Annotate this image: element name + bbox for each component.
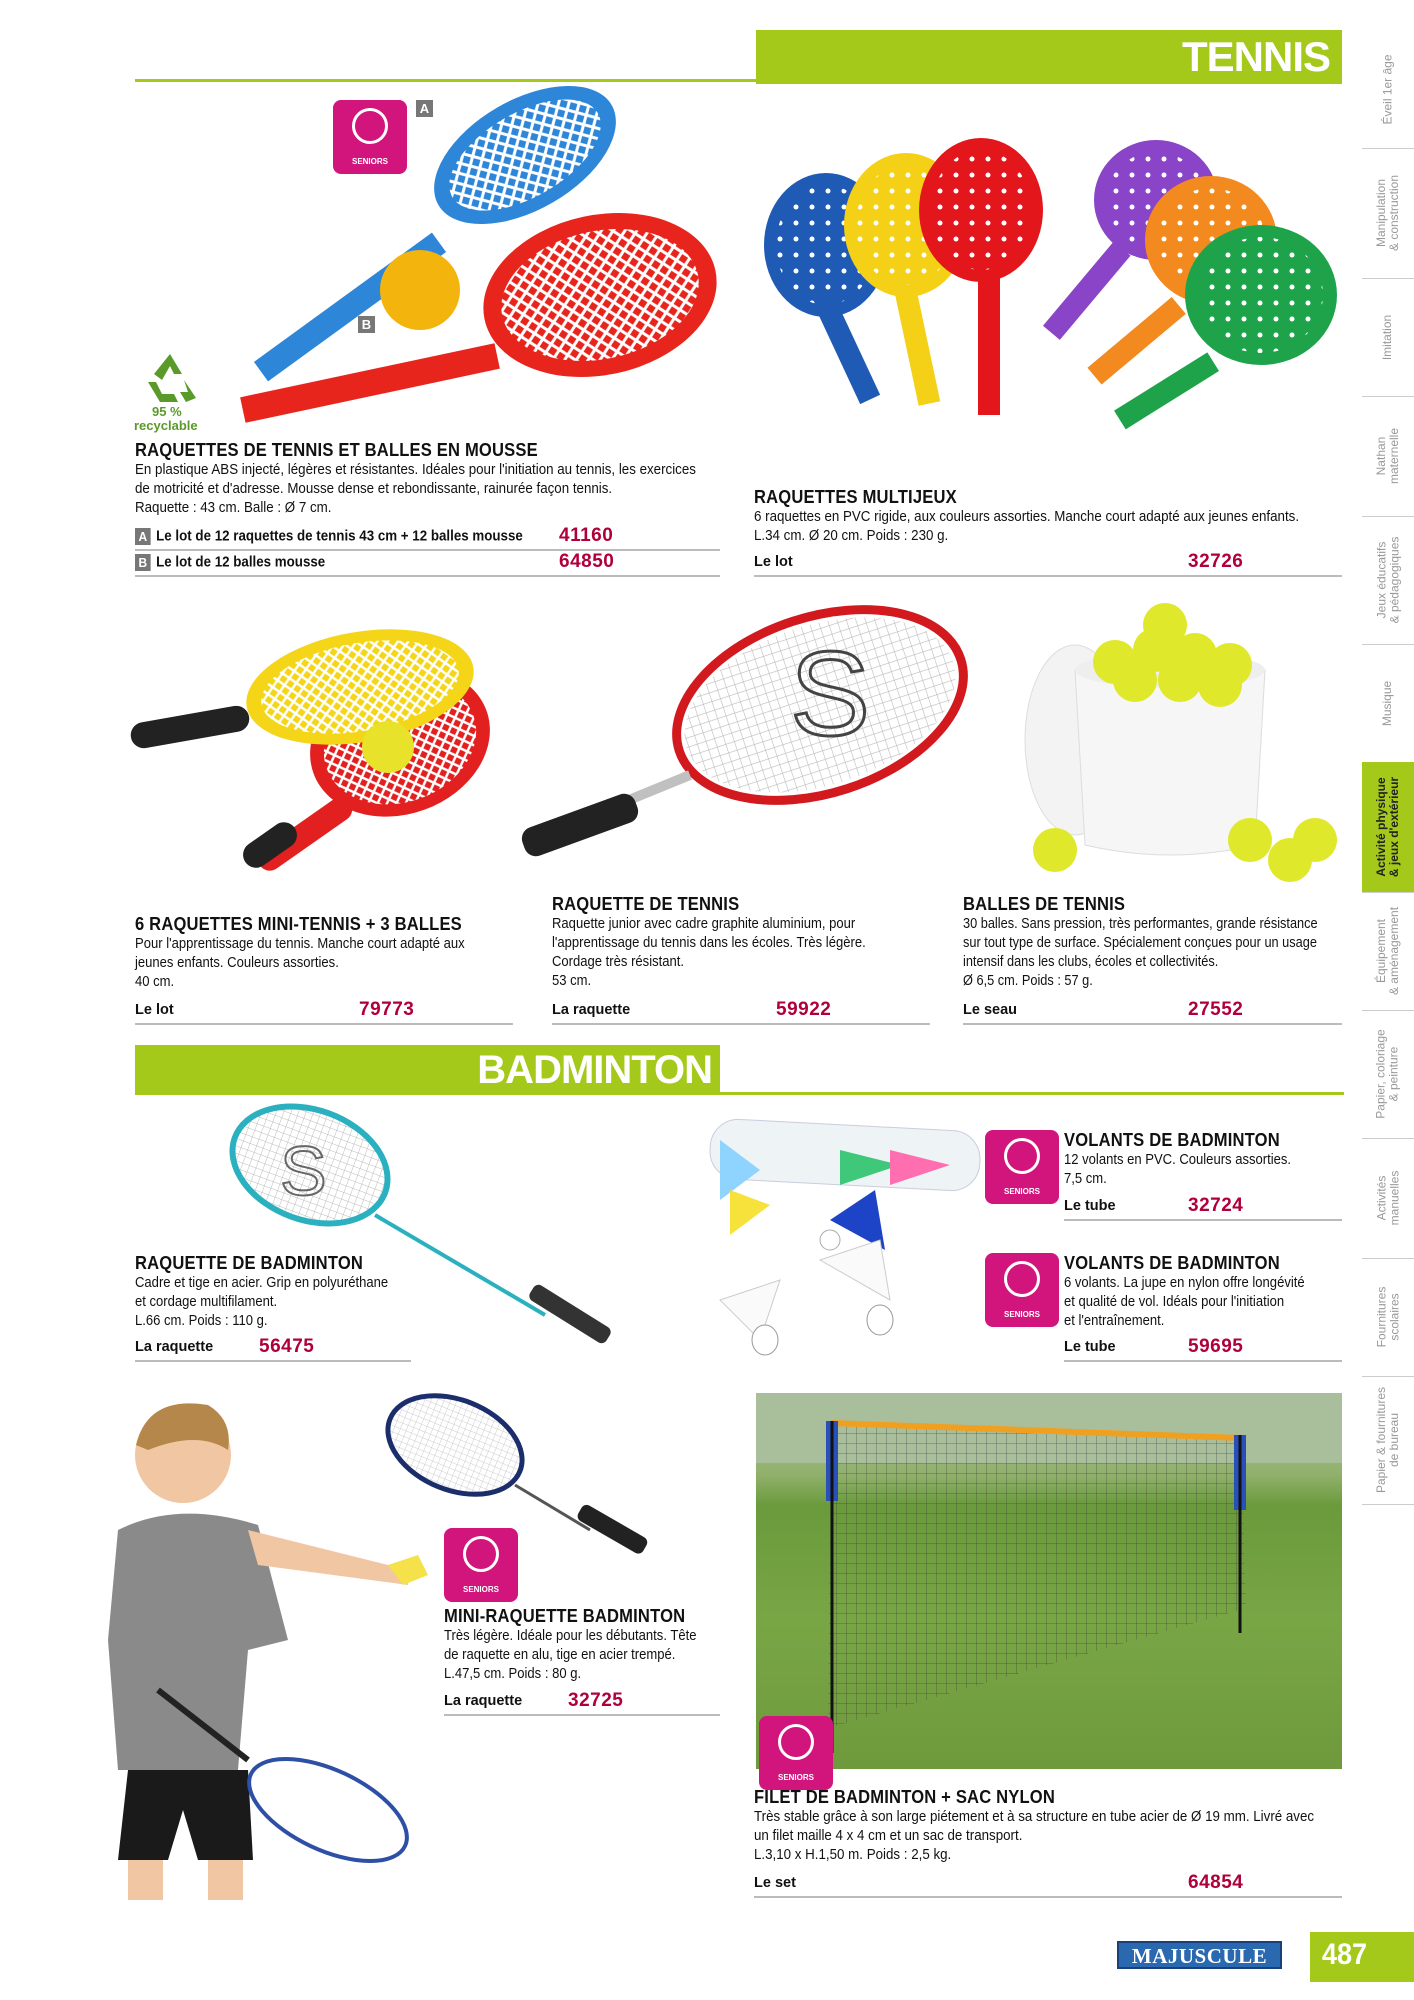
recycle-percent: 95 %	[152, 404, 182, 419]
boy-playing-image	[88, 1390, 428, 1900]
sidebar-tab[interactable]	[1362, 148, 1414, 279]
desc-line: 30 balles. Sans pression, très performantes, grande résistance	[963, 916, 1318, 932]
desc-line: Pour l'apprentissage du tennis. Manche court adapté aux	[135, 936, 465, 952]
product-title-raquettes-mousse: RAQUETTES DE TENNIS ET BALLES EN MOUSSE	[135, 440, 538, 460]
product-ref: 59922	[776, 999, 832, 1020]
sidebar-tab[interactable]	[1362, 644, 1414, 763]
price-row-b	[135, 551, 720, 577]
product-ref: 32725	[568, 1690, 624, 1711]
seniors-badge: SENIORS	[333, 100, 407, 174]
desc-line: de motricité et d'adresse. Mousse dense et rebondissante, rainurée façon tennis.	[135, 481, 613, 497]
sidebar-tab-label: Manipulation & construction	[1374, 174, 1402, 252]
tennis-title: TENNIS	[1181, 33, 1330, 80]
product-title-mini-tennis: 6 RAQUETTES MINI-TENNIS + 3 BALLES	[135, 914, 462, 934]
mark-b-image: B	[358, 316, 375, 333]
price-row-label: La raquette	[444, 1693, 523, 1709]
sidebar-tab-label: Jeux éducatifs & pédagogiques	[1374, 536, 1401, 624]
product-desc-mini-raquette	[444, 1627, 714, 1684]
sidebar-tab-label: Nathan maternelle	[1374, 427, 1401, 485]
badminton-title: BADMINTON	[477, 1048, 712, 1092]
price-row-label: Le seau	[963, 1002, 1017, 1018]
desc-line: En plastique ABS injecté, légères et résistantes. Idéales pour l'initiation au tennis, les exercices	[135, 462, 696, 478]
desc-line: et cordage multifilament.	[135, 1294, 278, 1310]
seniors-face-icon	[1004, 1261, 1040, 1297]
product-ref: 79773	[359, 999, 415, 1020]
sidebar-tab-label: Activité physique & jeux d'extérieur	[1374, 776, 1402, 878]
price-row-volants-pvc	[1064, 1195, 1342, 1221]
product-title-volants-nylon: VOLANTS DE BADMINTON	[1064, 1253, 1280, 1273]
product-desc-balles-tennis	[963, 915, 1341, 991]
product-desc-volants-nylon	[1064, 1274, 1343, 1331]
product-ref: 32724	[1188, 1195, 1244, 1216]
product-title-balles-tennis: BALLES DE TENNIS	[963, 894, 1126, 914]
product-desc-raquette-badminton	[135, 1274, 423, 1331]
seniors-face-icon	[463, 1536, 499, 1572]
desc-line: jeunes enfants. Couleurs assorties.	[135, 955, 339, 971]
price-row-mini-tennis	[135, 999, 513, 1025]
product-title-filet: FILET DE BADMINTON + SAC NYLON	[754, 1787, 1056, 1807]
badminton-net-photo	[756, 1393, 1342, 1782]
price-row-raquette-badminton	[135, 1336, 411, 1362]
sidebar-tab-label: Musique	[1380, 680, 1395, 726]
desc-line: Raquette : 43 cm. Balle : Ø 7 cm.	[135, 500, 332, 516]
badminton-rule	[720, 1092, 1344, 1095]
svg-text:S: S	[790, 627, 871, 761]
desc-line: L.66 cm. Poids : 110 g.	[135, 1313, 268, 1329]
price-row-label: Le lot	[754, 554, 793, 570]
desc-line: un filet maille 4 x 4 cm et un sac de transport.	[754, 1828, 1023, 1844]
price-row-label: Le tube	[1064, 1198, 1116, 1214]
product-title-raquette-badminton: RAQUETTE DE BADMINTON	[135, 1253, 364, 1273]
product-title-multijeux: RAQUETTES MULTIJEUX	[754, 487, 957, 507]
sidebar-tab[interactable]	[1362, 892, 1414, 1011]
price-row-label: La raquette	[135, 1339, 214, 1355]
desc-line: Cadre et tige en acier. Grip en polyuréthane	[135, 1275, 389, 1291]
desc-line: Raquette junior avec cadre graphite aluminium, pour	[552, 916, 856, 932]
sidebar-tab[interactable]	[1362, 396, 1414, 517]
sidebar-tab-label: Papier, coloriage & peinture	[1374, 1029, 1402, 1119]
seniors-face-icon	[1004, 1138, 1040, 1174]
price-row-label: La raquette	[552, 1002, 631, 1018]
product-title-mini-raquette: MINI-RAQUETTE BADMINTON	[444, 1606, 686, 1626]
product-ref: 64854	[1188, 1872, 1244, 1893]
tennis-banner	[756, 30, 1342, 84]
price-row-multijeux	[754, 551, 1342, 577]
sidebar-tab[interactable]	[1362, 1010, 1414, 1139]
brand-name: MAJUSCULE	[1131, 1944, 1268, 1968]
seniors-badge: SENIORS	[985, 1253, 1059, 1327]
mark-a: A	[135, 528, 151, 545]
desc-line: 7,5 cm.	[1064, 1171, 1107, 1187]
product-desc-volants-pvc	[1064, 1151, 1334, 1189]
seniors-badge: SENIORS	[444, 1528, 518, 1602]
page-number-box	[1310, 1932, 1414, 1982]
sidebar-tab-label: Imitation	[1380, 314, 1395, 360]
sidebar-tab[interactable]	[1362, 762, 1414, 893]
product-ref: 32726	[1188, 551, 1244, 572]
desc-line: l'apprentissage du tennis dans les écoles. Très légère.	[552, 935, 866, 951]
product-desc-raquettes-mousse	[135, 461, 705, 518]
price-row-label: Le set	[754, 1875, 796, 1891]
product-ref: 27552	[1188, 999, 1244, 1020]
product-desc-mini-tennis	[135, 935, 513, 992]
product-ref: 59695	[1188, 1336, 1244, 1357]
sidebar-tab[interactable]	[1362, 30, 1414, 149]
desc-line: Ø 6,5 cm. Poids : 57 g.	[963, 973, 1093, 989]
desc-line: et l'entraînement.	[1064, 1313, 1165, 1329]
desc-line: L.3,10 x H.1,50 m. Poids : 2,5 kg.	[754, 1847, 952, 1863]
product-ref: 41160	[559, 525, 614, 546]
price-row-label: Le lot de 12 raquettes de tennis 43 cm + 12 balles mousse	[156, 528, 523, 545]
page-number: 487	[1322, 1938, 1368, 1971]
desc-line: de raquette en alu, tige en acier trempé.	[444, 1647, 676, 1663]
desc-line: 53 cm.	[552, 973, 592, 989]
product-title-raquette-tennis: RAQUETTE DE TENNIS	[552, 894, 740, 914]
price-row-a	[135, 525, 720, 551]
tennis-racket-image	[520, 605, 980, 860]
desc-line: Très stable grâce à son large piétement et à sa structure en tube acier de Ø 19 mm. Livré avec	[754, 1809, 1315, 1825]
foam-rackets-image	[220, 95, 740, 415]
sidebar-tab[interactable]	[1362, 1376, 1414, 1505]
tennis-balls-image	[1015, 600, 1345, 885]
sidebar-tab-label: Activités manuelles	[1374, 1170, 1402, 1226]
seniors-badge: SENIORS	[985, 1130, 1059, 1204]
desc-line: Très légère. Idéale pour les débutants. Tête	[444, 1628, 697, 1644]
price-row-label: Le tube	[1064, 1339, 1116, 1355]
svg-text:S: S	[280, 1132, 327, 1210]
price-row-balles-tennis	[963, 999, 1342, 1025]
product-desc-raquette-tennis	[552, 915, 930, 991]
price-row-label: Le lot de 12 balles mousse	[156, 554, 326, 571]
product-title-volants-pvc: VOLANTS DE BADMINTON	[1064, 1130, 1280, 1150]
desc-line: intensif dans les clubs, écoles et collectivités.	[963, 954, 1219, 970]
paddles-image	[756, 135, 1346, 415]
mark-a-image: A	[416, 100, 433, 117]
desc-line: Cordage très résistant.	[552, 954, 685, 970]
brand-logo	[1117, 1941, 1282, 1969]
recycle-icon	[140, 352, 200, 404]
price-row-mini-raquette	[444, 1690, 720, 1716]
tennis-rule	[135, 79, 757, 82]
desc-line: 6 raquettes en PVC rigide, aux couleurs assorties. Manche court adapté aux jeunes enfants.	[754, 509, 1300, 525]
net-image	[756, 1393, 1342, 1769]
sidebar-tab-label: Papier & fournitures de bureau	[1374, 1386, 1401, 1494]
price-row-raquette-tennis	[552, 999, 930, 1025]
badminton-banner	[135, 1045, 720, 1095]
product-ref: 64850	[559, 551, 615, 572]
product-ref: 56475	[259, 1336, 315, 1357]
sidebar-tab[interactable]	[1362, 516, 1414, 645]
seniors-badge: SENIORS	[759, 1716, 833, 1790]
sidebar-tab[interactable]	[1362, 1138, 1414, 1259]
sidebar-tab[interactable]	[1362, 278, 1414, 397]
desc-line: 12 volants en PVC. Couleurs assorties.	[1064, 1152, 1292, 1168]
product-desc-multijeux	[754, 508, 1343, 546]
desc-line: 6 volants. La jupe en nylon offre longévité	[1064, 1275, 1305, 1291]
desc-line: et qualité de vol. Idéals pour l'initiation	[1064, 1294, 1285, 1310]
desc-line: L.34 cm. Ø 20 cm. Poids : 230 g.	[754, 528, 949, 544]
mini-tennis-image	[130, 612, 510, 872]
desc-line: L.47,5 cm. Poids : 80 g.	[444, 1666, 582, 1682]
desc-line: sur tout type de surface. Spécialement conçues pour un usage	[963, 935, 1317, 951]
mark-b: B	[135, 554, 151, 571]
shuttlecocks-image	[700, 1110, 990, 1390]
sidebar-tab-label: Équipement & aménagement	[1374, 906, 1401, 996]
sidebar-tab-label: Fournitures scolaires	[1374, 1286, 1402, 1348]
product-desc-filet	[754, 1808, 1343, 1865]
desc-line: 40 cm.	[135, 974, 175, 990]
sidebar-tab[interactable]	[1362, 1258, 1414, 1377]
price-row-filet	[754, 1872, 1342, 1898]
price-row-label: Le lot	[135, 1002, 174, 1018]
recycle-label: recyclable	[134, 418, 198, 433]
seniors-face-icon	[778, 1724, 814, 1760]
price-row-volants-nylon	[1064, 1336, 1342, 1362]
sidebar-tab-label: Éveil 1er âge	[1380, 53, 1395, 125]
